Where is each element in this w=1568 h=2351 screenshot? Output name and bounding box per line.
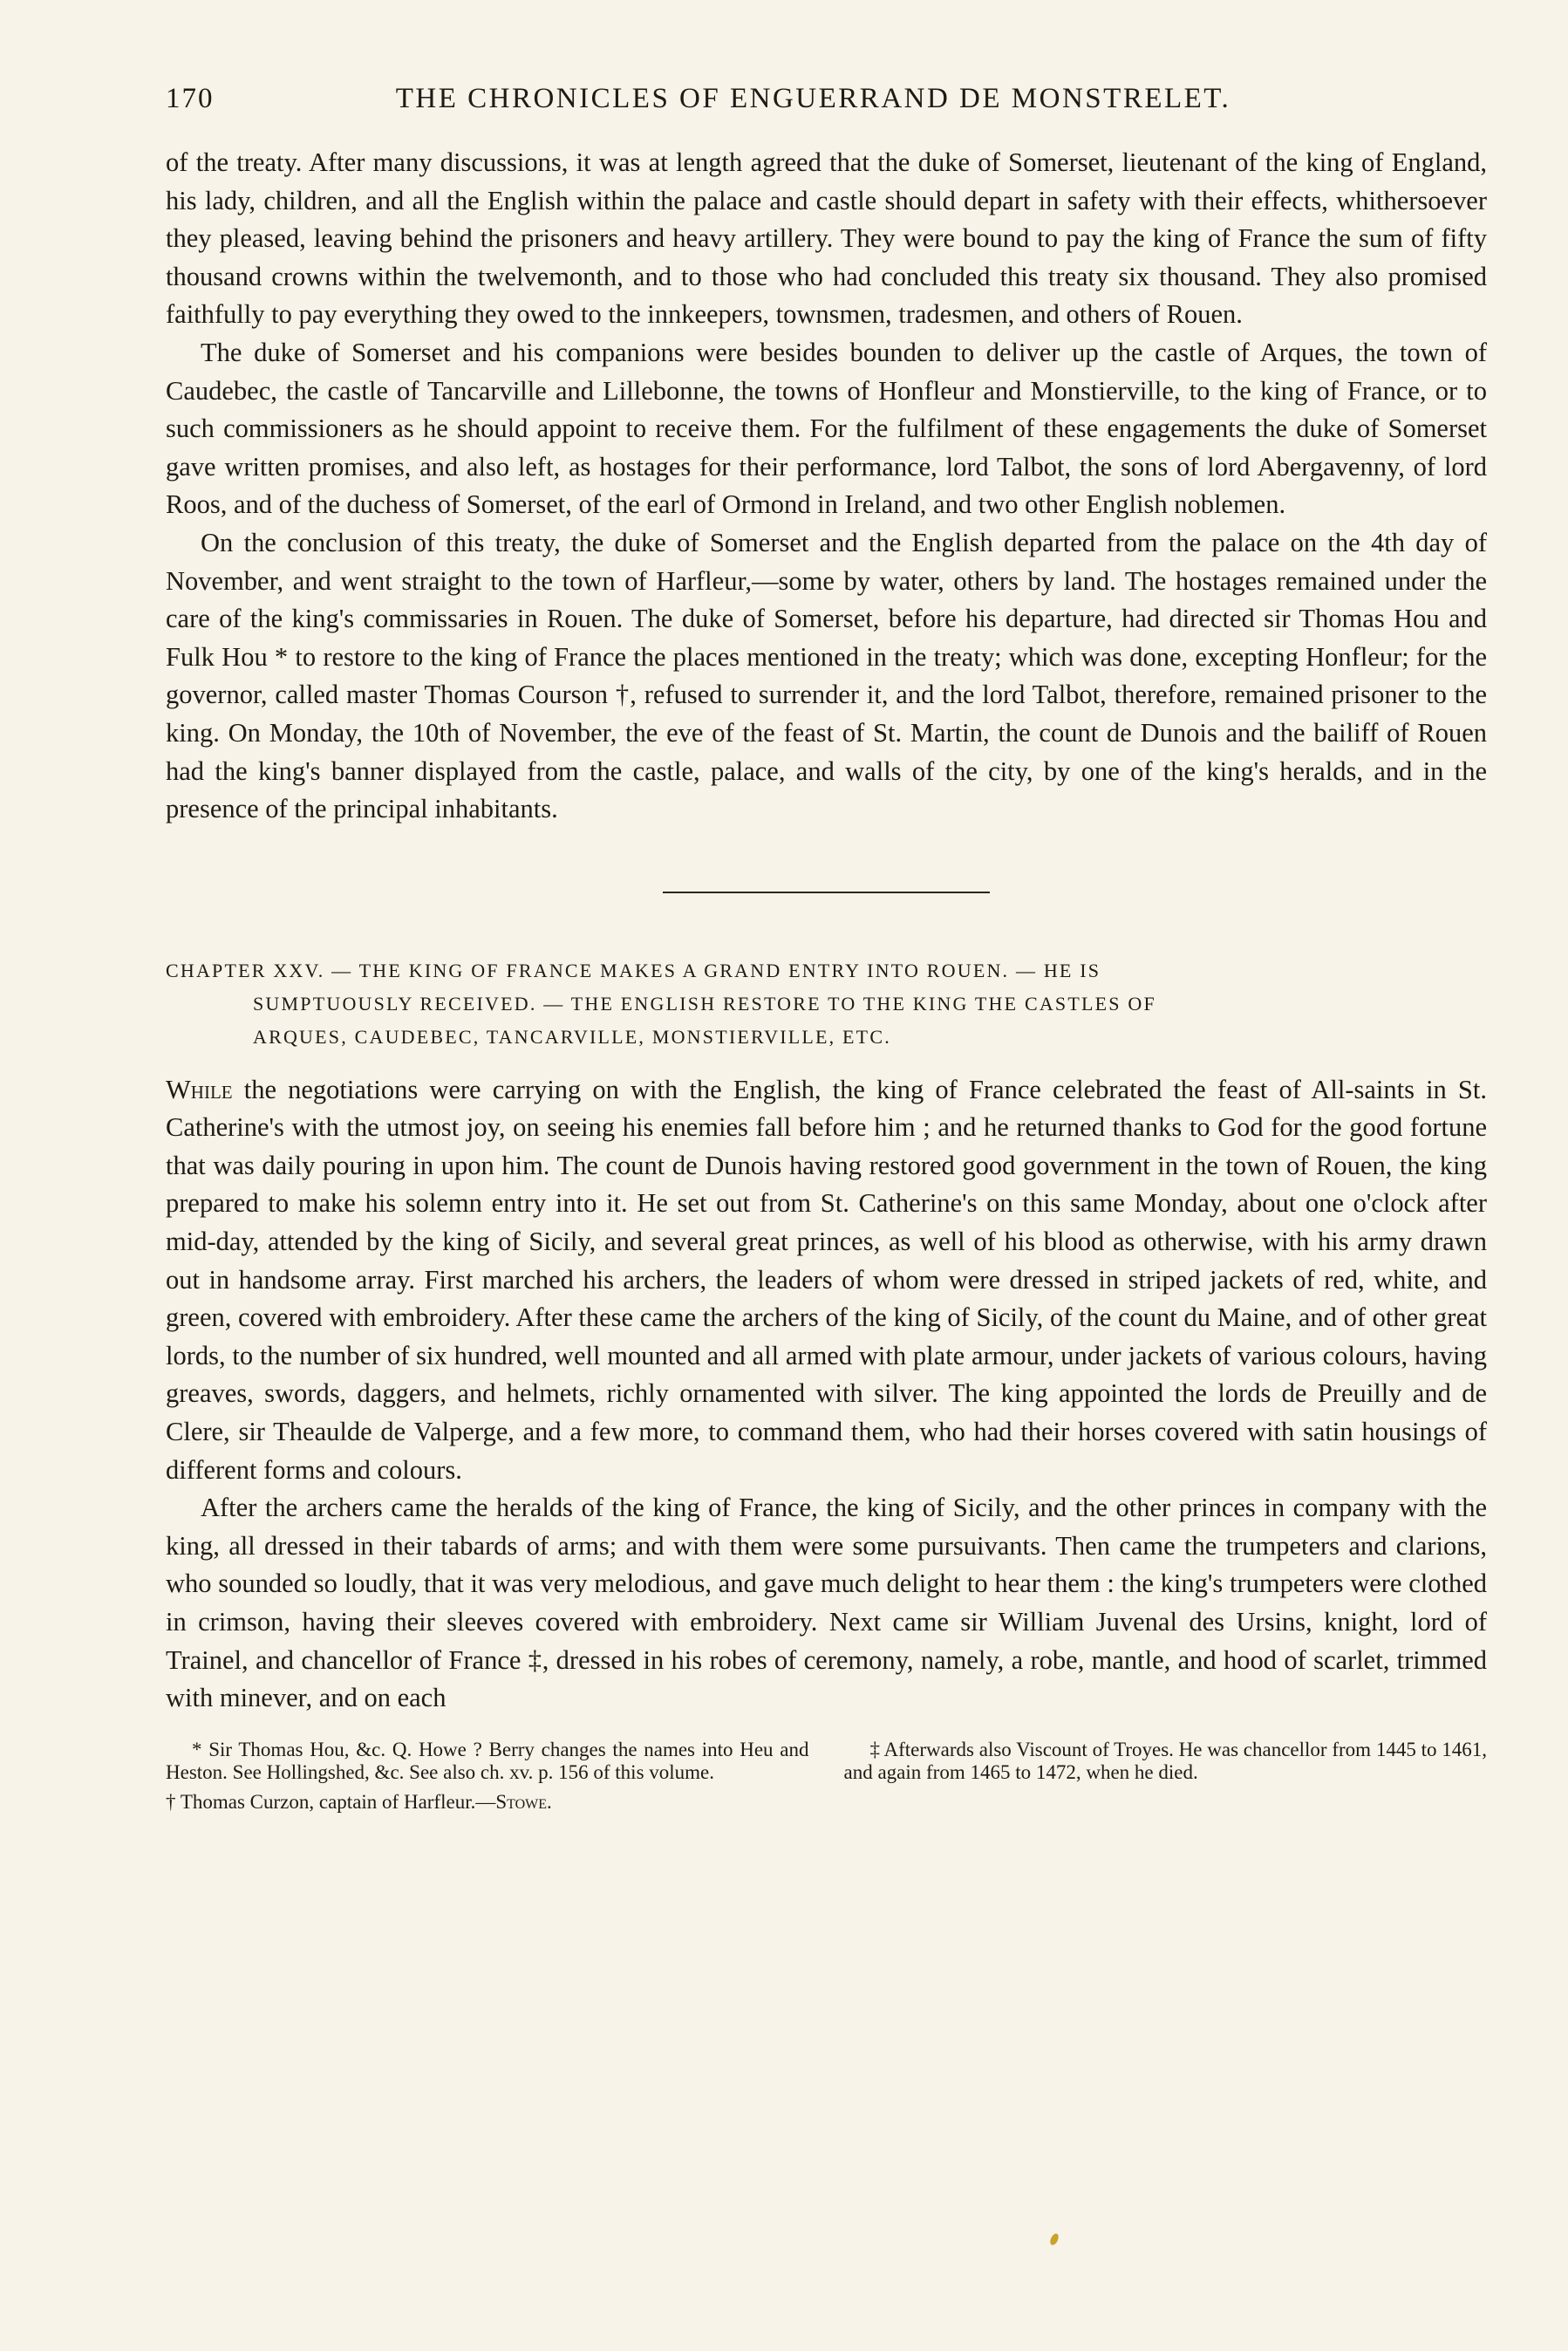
paragraph: of the treaty. After many discussions, it was at length agreed that the duke of Somerset, lieutenant of the king of England, his lady, children, and all the English within the palace and castle should depart in safety with their effects, whithersoever they pleased, leaving behind the prisoners and heavy artillery. They were bound to pay the king of France the sum of fifty thousand crowns within the twelvemonth, and to those who had concluded this treaty six thousand. They also promised faithfully to pay everything they owed to the innkeepers, townsmen, tradesmen, and others of Rouen. [166,147,1487,330]
book-page [166,83,1487,1821]
footnote-star: * Sir Thomas Hou, &c. Q. Howe ? Berry changes the names into Heu and Heston. See Hollingshed, &c. See also ch. xv. p. 156 of this volume. [166,1738,809,1783]
footnote-column-right [844,1739,1488,1821]
page-number: 170 [166,83,215,114]
chapter-heading [166,954,1487,1054]
ink-spot [1048,2232,1060,2246]
running-head [166,83,1487,135]
footnotes [166,1739,1487,1821]
paragraph: On the conclusion of this treaty, the duke of Somerset and the English departed from the palace on the 4th day of November, and went straight to the town of Harfleur,—some by water, others by land. The hostages remained under the care of the king's commissaries in Rouen. The duke of Somerset, before his departure, had directed sir Thomas Hou and Fulk Hou * to restore to the king of France the places mentioned in the treaty; which was done, excepting Honfleur; for the governor, called master Thomas Courson †, refused to surrender it, and the lord Talbot, therefore, remained prisoner to the king. On Monday, the 10th of November, the eve of the feast of St. Martin, the count de Dunois and the bailiff of Rouen had the king's banner displayed from the castle, palace, and walls of the city, by one of the king's heralds, and in the presence of the principal inhabitants. [166,527,1487,824]
chapter-body [166,1071,1487,1718]
section-divider [663,892,990,893]
chapter-heading-line: SUMPTUOUSLY RECEIVED. — THE ENGLISH RESTORE TO THE KING THE CASTLES OF [253,992,1156,1015]
paragraph [166,1071,1487,1490]
paragraph: The duke of Somerset and his companions were besides bounden to deliver up the castle of Arques, the town of Caudebec, the castle of Tancarville and Lillebonne, the towns of Honfleur and Monstierville, to the king of France, or to such commissioners as he should appoint to receive them. For the fulfilment of these engagements the duke of Somerset gave written promises, and also left, as hostages for their performance, lord Talbot, the sons of lord Abergavenny, of lord Roos, and of the duchess of Somerset, of the earl of Ormond in Ireland, and two other English noblemen. [166,337,1487,520]
paragraph-text: the negotiations were carrying on with the English, the king of France celebrated the feast of All-saints in St. Catherine's with the utmost joy, on seeing his enemies fall before him ; and he returned thanks to God for the good fortune that was daily pouring in upon him. The count de Dunois having restored good government in the town of Rouen, the king prepared to make his solemn entry into it. He set out from St. Catherine's on this same Monday, about one o'clock after mid-day, attended by the king of Sicily, and several great princes, as well of his blood as otherwise, with his army drawn out in handsome array. First marched his archers, the leaders of whom were dressed in striped jackets of red, white, and green, covered with embroidery. After these came the archers of the king of Sicily, of the count du Maine, and of other great lords, to the number of six hundred, well mounted and all armed with plate armour, under jackets of various colours, having greaves, swords, daggers, and helmets, richly ornamented with silver. The king appointed the lords de Preuilly and de Clere, sir Theaulde de Valperge, and a few more, to command them, who had their horses covered with satin housings of different forms and colours. [166,1074,1487,1485]
footnote-double-dagger: ‡ Afterwards also Viscount of Troyes. He was chancellor from 1445 to 1461, and again from 1465 to 1472, when he died. [843,1738,1487,1783]
chapter-heading-line: ARQUES, CAUDEBEC, TANCARVILLE, MONSTIERVILLE, ETC. [253,1025,891,1048]
opening-word: While [166,1074,233,1104]
body-text-section [166,144,1487,829]
paragraph: After the archers came the heralds of the king of France, the king of Sicily, and the other princes in company with the king, all dressed in their tabards of arms; and with them were some pursuivants. Then came the trumpeters and clarions, who sounded so loudly, that it was very melodious, and gave much delight to hear them : the king's trumpeters were clothed in crimson, having their sleeves covered with embroidery. Next came sir William Juvenal des Ursins, knight, lord of Trainel, and chancellor of France ‡, dressed in his robes of ceremony, namely, a robe, mantle, and hood of scarlet, trimmed with minever, and on each [166,1493,1487,1713]
footnote-dagger-text: † Thomas Curzon, captain of Harfleur.— [166,1790,496,1813]
chapter-heading-line: CHAPTER XXV. — THE KING OF FRANCE MAKES A GRAND ENTRY INTO ROUEN. — HE IS [166,959,1101,981]
footnote-column-left [166,1739,809,1821]
footnote-dagger [166,1791,809,1814]
footnote-dagger-source: Stowe. [495,1790,552,1813]
running-title: THE CHRONICLES OF ENGUERRAND DE MONSTRELET. [395,83,1231,114]
